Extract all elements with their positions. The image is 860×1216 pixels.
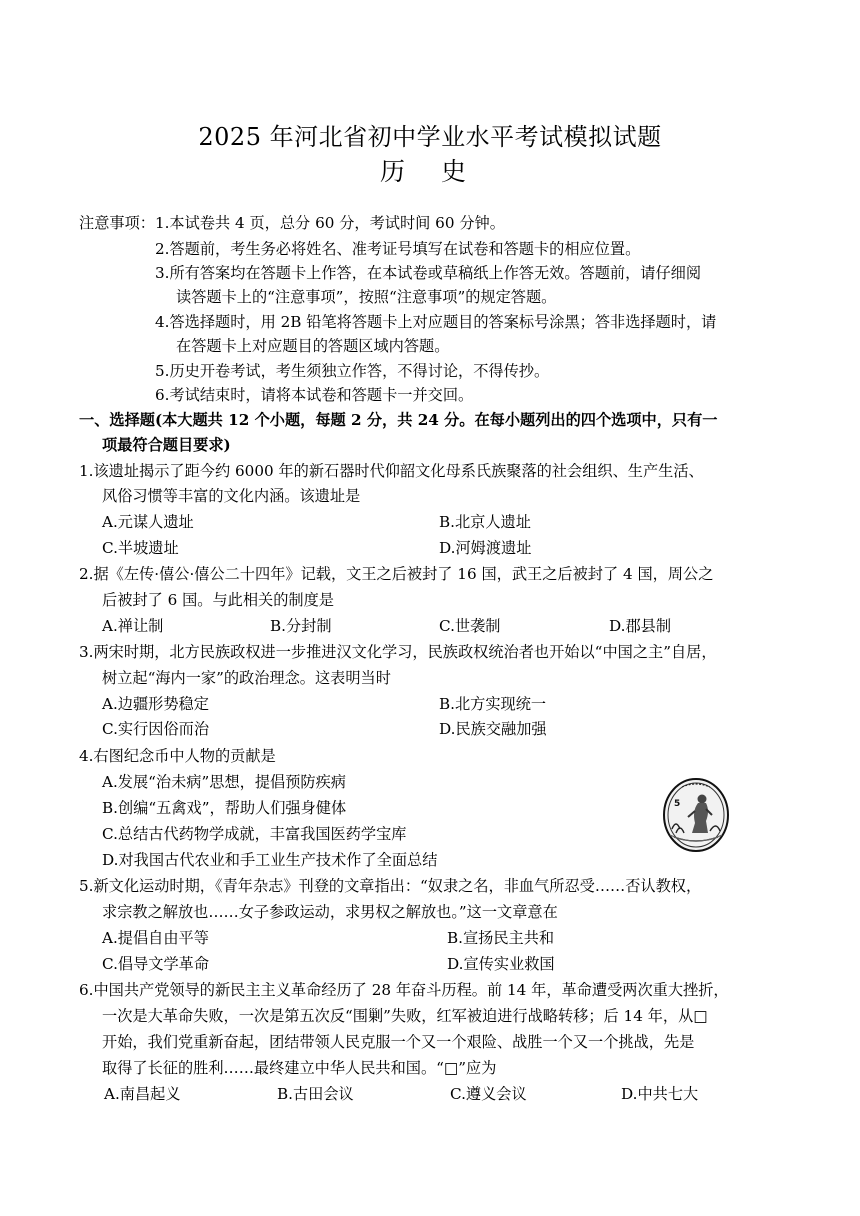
question-stem: 后被封了 6 国。与此相关的制度是 bbox=[102, 591, 334, 609]
option-d: D.对我国古代农业和手工业生产技术作了全面总结 bbox=[102, 851, 438, 869]
note-line: 6.考试结束时，请将本试卷和答题卡一并交回。 bbox=[155, 386, 474, 404]
question-stem: 1.该遗址揭示了距今约 6000 年的新石器时代仰韶文化母系氏族聚落的社会组织、生产生活、 bbox=[79, 462, 704, 480]
note-line: 在答题卡上对应题目的答题区域内答题。 bbox=[176, 337, 450, 355]
option-c: C.世袭制 bbox=[439, 617, 501, 635]
subject-title: 历 史 bbox=[380, 157, 480, 186]
option-c: C.实行因俗而治 bbox=[102, 720, 210, 738]
note-line: 3.所有答案均在答题卡上作答，在本试卷或草稿纸上作答无效。答题前，请仔细阅 bbox=[155, 264, 702, 282]
option-b: B.宣扬民主共和 bbox=[447, 929, 555, 947]
option-c: C.遵义会议 bbox=[450, 1085, 527, 1103]
coin-denomination: 5 bbox=[674, 799, 681, 809]
section-heading: 一、选择题(本大题共 12 个小题，每题 2 分，共 24 分。在每小题列出的四个选项中，只有一 bbox=[79, 411, 718, 429]
commemorative-coin-image bbox=[662, 775, 730, 853]
option-d: D.宣传实业救国 bbox=[447, 955, 555, 973]
option-d: D.河姆渡遗址 bbox=[439, 539, 532, 557]
note-line: 5.历史开卷考试，考生须独立作答，不得讨论，不得传抄。 bbox=[155, 362, 550, 380]
option-b: B.古田会议 bbox=[277, 1085, 354, 1103]
question-stem: 风俗习惯等丰富的文化内涵。该遗址是 bbox=[102, 487, 361, 505]
option-c: C.总结古代药物学成就，丰富我国医药学宝库 bbox=[102, 825, 407, 843]
option-d: D.中共七大 bbox=[621, 1085, 699, 1103]
question-stem: 开始，我们党重新奋起，团结带领人民克服一个又一个艰险、战胜一个又一个挑战，先是 bbox=[102, 1033, 695, 1051]
option-a: A.禅让制 bbox=[102, 617, 164, 635]
question-stem: 3.两宋时期，北方民族政权进一步推进汉文化学习，民族政权统治者也开始以“中国之主”自居， bbox=[79, 643, 717, 661]
question-stem: 2.据《左传·僖公·僖公二十四年》记载，文王之后被封了 16 国，武王之后被封了 4 国，周公之 bbox=[79, 565, 714, 583]
option-b: B.北京人遗址 bbox=[439, 513, 531, 531]
question-stem: 树立起“海内一家”的政治理念。这表明当时 bbox=[102, 669, 391, 687]
option-c: C.半坡遗址 bbox=[102, 539, 179, 557]
option-b: B.分封制 bbox=[270, 617, 332, 635]
question-stem: 取得了长征的胜利……最终建立中华人民共和国。“□”应为 bbox=[102, 1059, 497, 1077]
note-line: 注意事项：1.本试卷共 4 页，总分 60 分，考试时间 60 分钟。 bbox=[79, 214, 505, 232]
option-a: A.边疆形势稳定 bbox=[102, 695, 209, 713]
option-d: D.郡县制 bbox=[609, 617, 672, 635]
note-line: 读答题卡上的“注意事项”，按照“注意事项”的规定答题。 bbox=[176, 288, 557, 306]
option-d: D.民族交融加强 bbox=[439, 720, 547, 738]
note-line: 2.答题前，考生务必将姓名、准考证号填写在试卷和答题卡的相应位置。 bbox=[155, 240, 641, 258]
option-a: A.提倡自由平等 bbox=[102, 929, 209, 947]
note-line: 4.答选择题时，用 2B 铅笔将答题卡上对应题目的答案标号涂黑；答非选择题时，请 bbox=[155, 313, 717, 331]
exam-title: 2025 年河北省初中学业水平考试模拟试题 bbox=[198, 123, 662, 151]
option-a: A.南昌起义 bbox=[104, 1085, 181, 1103]
option-a: A.元谋人遗址 bbox=[102, 513, 194, 531]
question-stem: 一次是大革命失败，一次是第五次反“围剿”失败，红军被迫进行战略转移；后 14 年，从□ bbox=[102, 1007, 708, 1025]
option-b: B.北方实现统一 bbox=[439, 695, 547, 713]
option-a: A.发展“治未病”思想，提倡预防疾病 bbox=[102, 773, 346, 791]
question-stem: 5.新文化运动时期，《青年杂志》刊登的文章指出：“奴隶之名，非血气所忍受……否认教权， bbox=[79, 877, 702, 895]
question-stem: 求宗教之解放也……女子参政运动，求男权之解放也。”这一文章意在 bbox=[102, 903, 558, 921]
question-stem: 4.右图纪念币中人物的贡献是 bbox=[79, 747, 276, 765]
option-c: C.倡导文学革命 bbox=[102, 955, 210, 973]
option-b: B.创编“五禽戏”，帮助人们强身健体 bbox=[102, 799, 347, 817]
question-stem: 6.中国共产党领导的新民主主义革命经历了 28 年奋斗历程。前 14 年，革命遭受两次重大挫折， bbox=[79, 981, 729, 999]
section-heading: 项最符合题目要求) bbox=[102, 436, 231, 454]
